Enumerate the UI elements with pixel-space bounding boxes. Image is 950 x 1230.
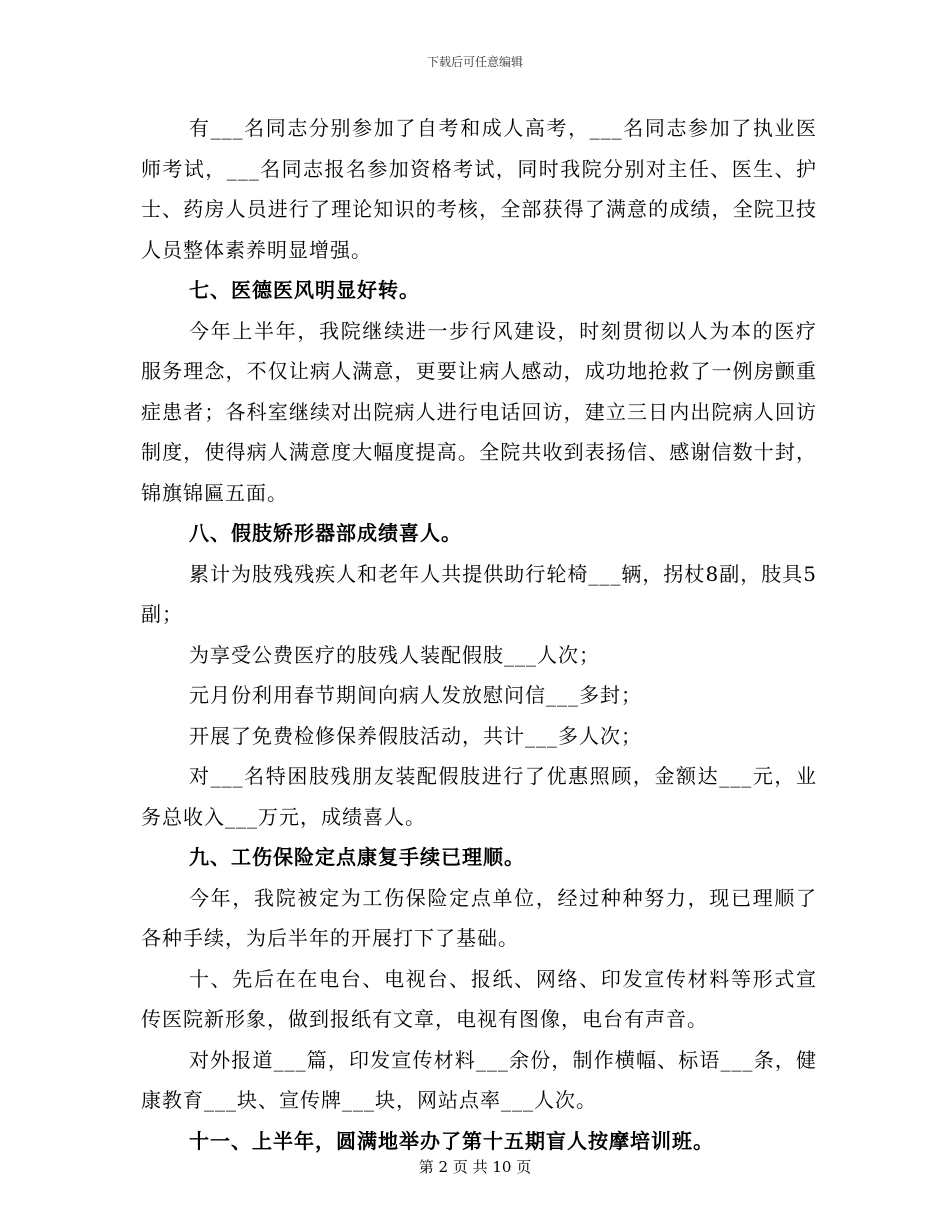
paragraph: 累计为肢残残疾人和老年人共提供助行轮椅___辆，拐杖8副，肢具5副； (141, 561, 817, 626)
paragraph: 对___名特困肢残朋友装配假肢进行了优惠照顾，金额达___元，业务总收入___万元，成绩喜人。 (141, 764, 817, 829)
section-heading: 八、假肢矫形器部成绩喜人。 (189, 521, 462, 545)
section-heading: 十一、上半年，圆满地举办了第十五期盲人按摩培训班。 (189, 1128, 714, 1153)
paragraph: 对外报道___篇，印发宣传材料___余份，制作横幅、标语___条，健康教育___块、宣传牌___块，网站点率___人次。 (141, 1047, 817, 1112)
section-heading: 七、医德医风明显好转。 (189, 278, 420, 302)
paragraph: 今年上半年，我院继续进一步行风建设，时刻贯彻以人为本的医疗服务理念，不仅让病人满意，更要让病人感动，成功地抢救了一例房颤重症患者；各科室继续对出院病人进行电话回访，建立三日内出院病人回访制度，使得病人满意度大幅度提高。全院共收到表扬信、感谢信数十封，锦旗锦匾五面。 (141, 318, 817, 505)
paragraph: 开展了免费检修保养假肢活动，共计___多人次； (189, 723, 642, 748)
page-header: 下载后可任意编辑 (426, 55, 523, 69)
paragraph: 元月份利用春节期间向病人发放慰问信___多封； (189, 683, 642, 707)
document-body (141, 108, 817, 1161)
page-footer: 第 2 页 共 10 页 (418, 1158, 532, 1176)
paragraph: 为享受公费医疗的肢残人装配假肢___人次； (189, 642, 600, 667)
section-heading: 九、工伤保险定点康复手续已理顺。 (189, 845, 525, 869)
paragraph: 十、先后在在电台、电视台、报纸、网络、印发宣传材料等形式宣传医院新形象，做到报纸有文章，电视有图像，电台有声音。 (141, 966, 817, 1031)
paragraph: 有___名同志分别参加了自考和成人高考，___名同志参加了执业医师考试，___名同志报名参加资格考试，同时我院分别对主任、医生、护士、药房人员进行了理论知识的考核，全部获得了满意的成绩，全院卫技人员整体素养明显增强。 (141, 116, 817, 262)
paragraph: 今年，我院被定为工伤保险定点单位，经过种种努力，现已理顺了各种手续，为后半年的开展打下了基础。 (141, 885, 817, 950)
